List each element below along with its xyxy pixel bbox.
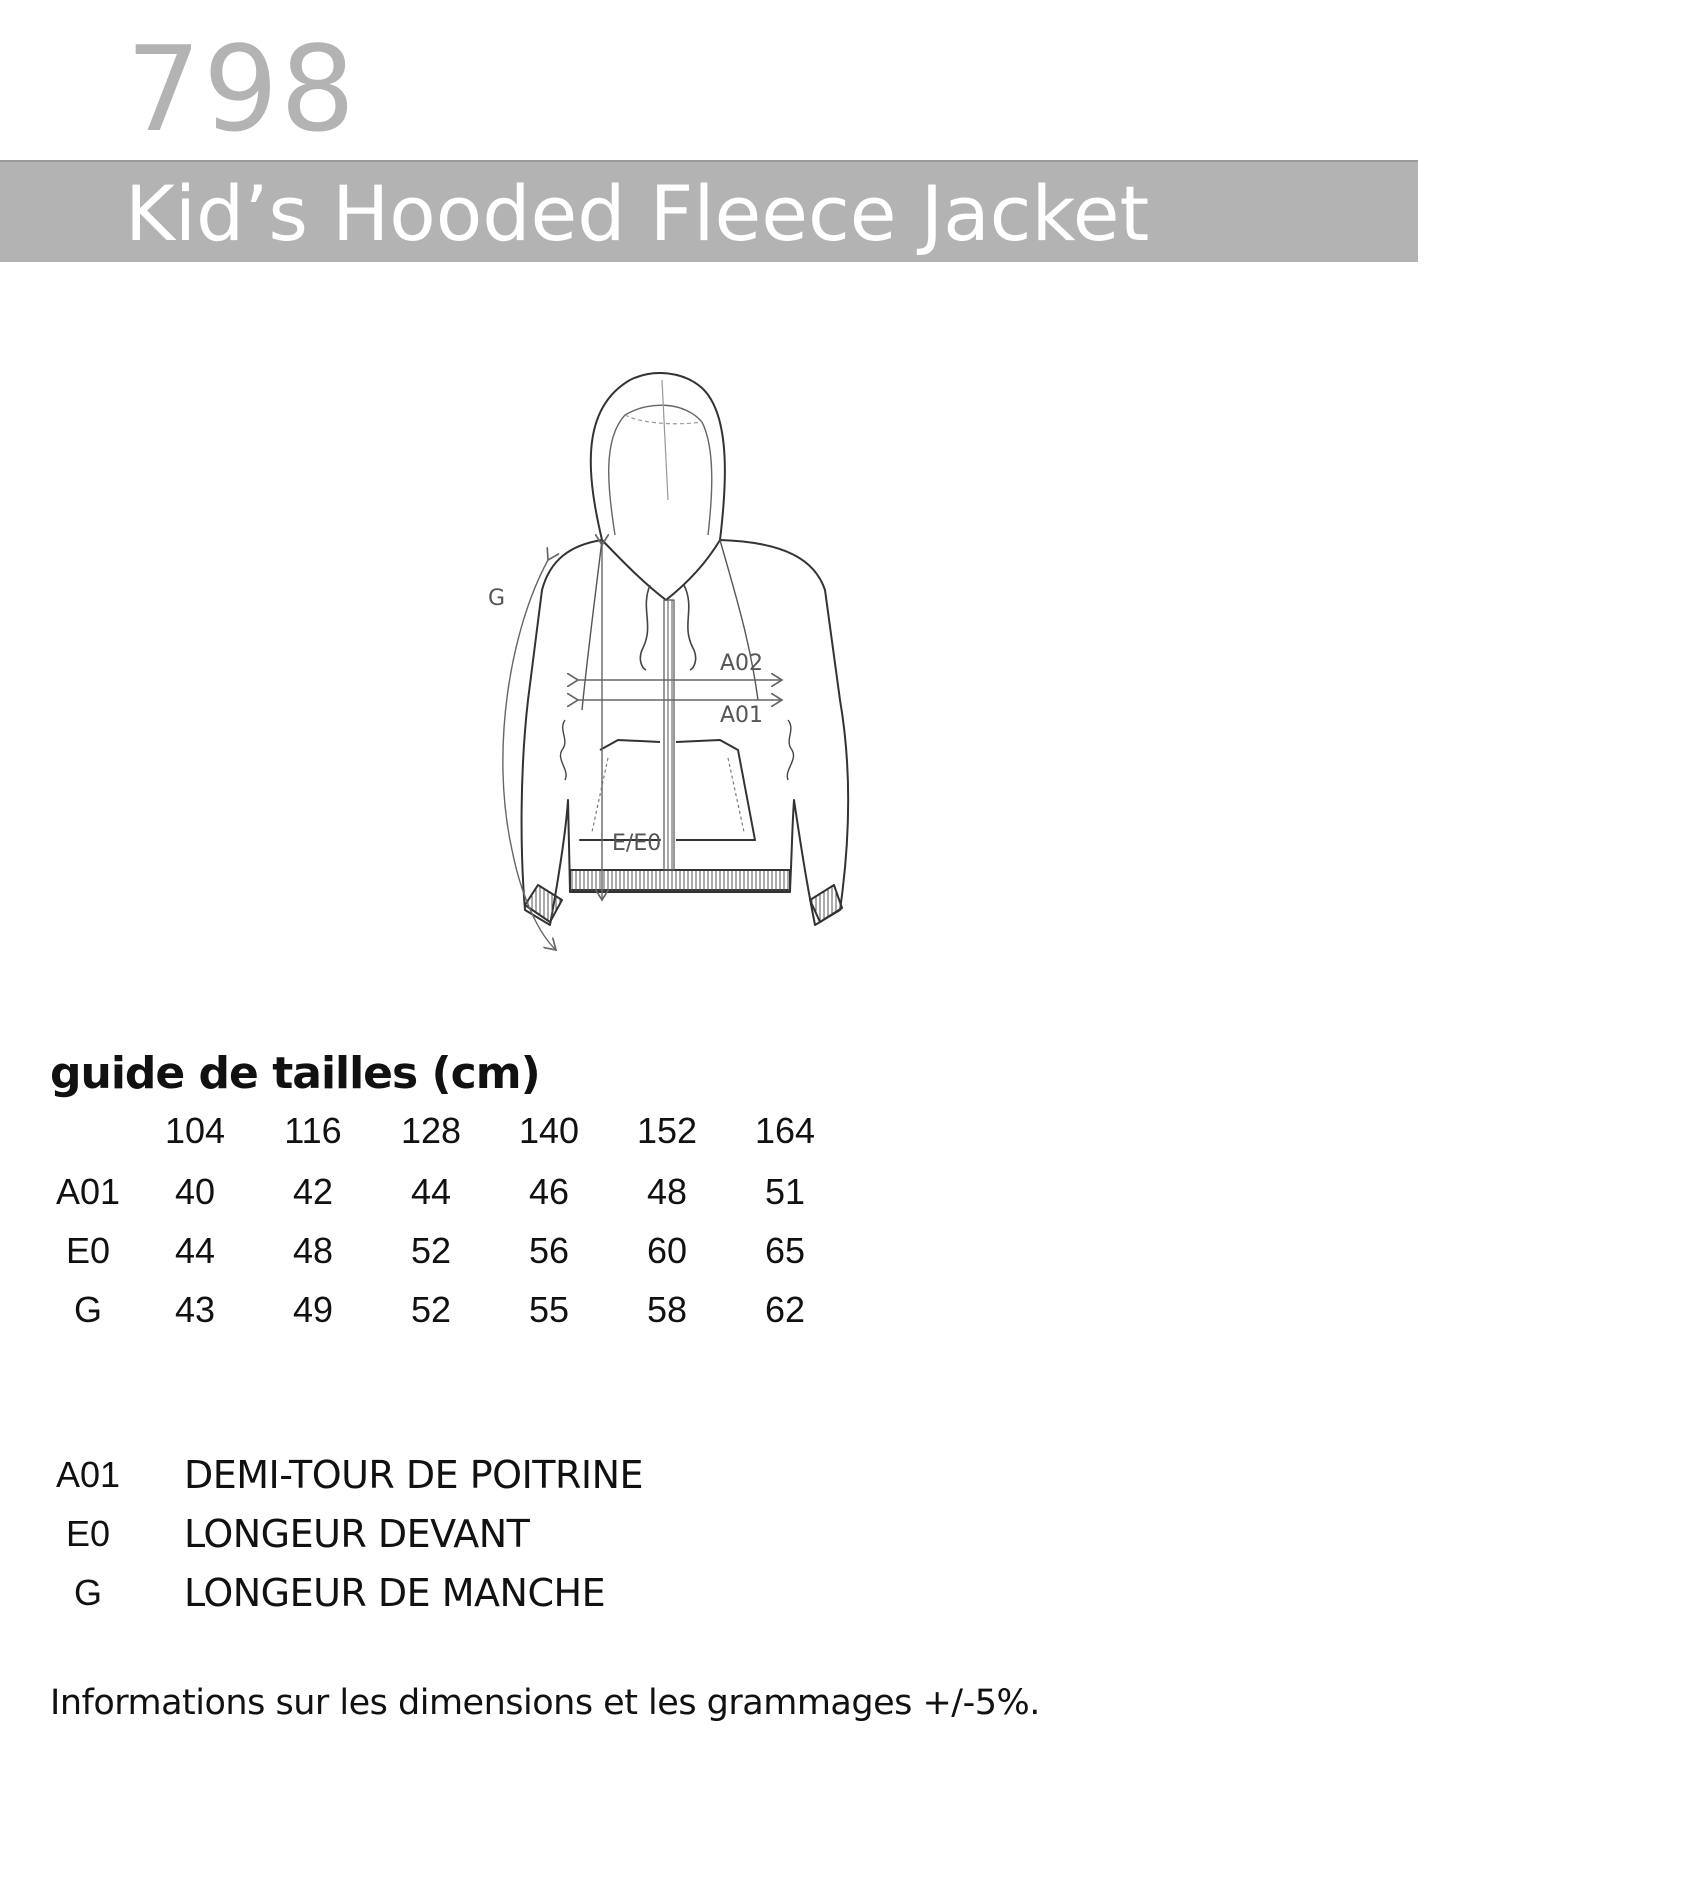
row-code: A01 (55, 1170, 121, 1212)
legend-code: A01 (55, 1453, 121, 1495)
legend-description: DEMI-TOUR DE POITRINE (184, 1452, 644, 1497)
row-code: E0 (65, 1229, 111, 1271)
legend-item (40, 1504, 643, 1563)
legend-item (40, 1445, 643, 1504)
legend-item (40, 1563, 643, 1622)
table-cell: 52 (410, 1229, 452, 1271)
size-header: 128 (400, 1110, 462, 1151)
table-cell: 43 (174, 1288, 216, 1330)
label-a02: A02 (720, 651, 764, 676)
table-cell: 56 (528, 1229, 570, 1271)
table-cell: 60 (646, 1229, 688, 1271)
table-cell: 62 (764, 1288, 806, 1330)
zipper (664, 600, 674, 870)
title-bar (0, 160, 1418, 262)
label-g: G (488, 586, 506, 611)
label-e-e0: E/E0 (612, 831, 662, 856)
table-cell: 42 (292, 1170, 334, 1212)
size-header: 164 (754, 1110, 816, 1151)
body-outline (522, 540, 849, 925)
size-header: 116 (284, 1110, 342, 1151)
legend-description: LONGEUR DE MANCHE (184, 1570, 606, 1615)
table-cell: 46 (528, 1170, 570, 1212)
product-title: Kid’s Hooded Fleece Jacket (125, 169, 1150, 258)
row-code: G (73, 1288, 102, 1330)
table-cell: 44 (410, 1170, 452, 1212)
table-cell: 51 (764, 1170, 806, 1212)
table-cell: 52 (410, 1288, 452, 1330)
hood-outline (591, 373, 725, 540)
corner-cell (40, 1110, 136, 1162)
table-cell: 55 (528, 1288, 570, 1330)
legend-code: G (73, 1571, 102, 1613)
hoodie-drawing (470, 370, 890, 960)
label-a01: A01 (720, 703, 764, 728)
legend-code: E0 (65, 1512, 111, 1554)
size-header: 104 (164, 1110, 226, 1151)
table-cell: 58 (646, 1288, 688, 1330)
size-guide-title: guide de tailles (cm) (50, 1048, 540, 1099)
measurement-legend (40, 1445, 643, 1622)
tolerance-footnote: Informations sur les dimensions et les grammages +/-5%. (50, 1683, 1040, 1723)
jacket-illustration (470, 370, 890, 960)
size-header: 152 (636, 1110, 698, 1151)
table-cell: 40 (174, 1170, 216, 1212)
table-cell: 49 (292, 1288, 334, 1330)
table-cell: 65 (764, 1229, 806, 1271)
table-row (40, 1221, 844, 1280)
size-table (40, 1110, 844, 1339)
table-cell: 48 (292, 1229, 334, 1271)
size-header: 140 (518, 1110, 580, 1151)
hem-ribbing (570, 870, 790, 892)
table-row (40, 1280, 844, 1339)
product-number: 798 (126, 20, 358, 158)
size-header-row (40, 1110, 844, 1162)
table-cell: 44 (174, 1229, 216, 1271)
table-row (40, 1162, 844, 1221)
legend-description: LONGEUR DEVANT (184, 1511, 530, 1556)
table-cell: 48 (646, 1170, 688, 1212)
